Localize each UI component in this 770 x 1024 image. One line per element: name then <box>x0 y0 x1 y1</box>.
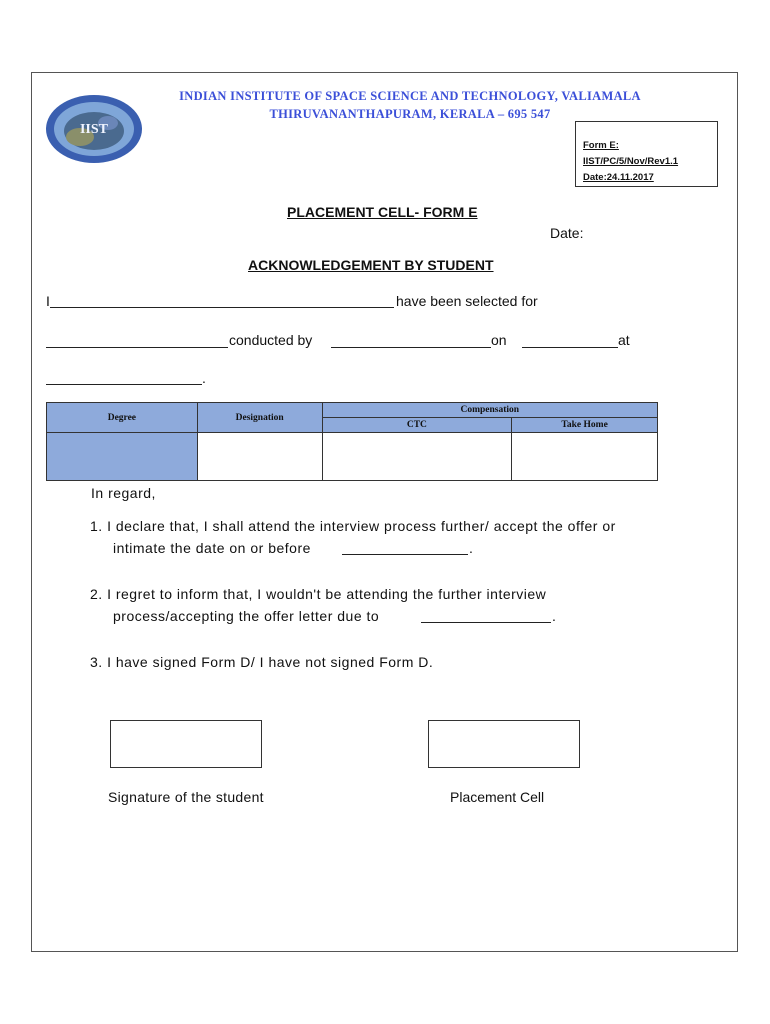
date-label: Date: <box>550 225 584 241</box>
in-regard-text: In regard, <box>91 485 156 501</box>
student-signature-box[interactable] <box>110 720 262 768</box>
form-info-box <box>575 121 718 187</box>
institute-name: INDIAN INSTITUTE OF SPACE SCIENCE AND TECHNOLOGY, VALIAMALA <box>179 89 641 103</box>
item-1-line-1: 1. I declare that, I shall attend the interview process further/ accept the offer or <box>90 518 616 534</box>
institute-address: THIRUVANANTHAPURAM, KERALA – 695 547 <box>269 107 551 121</box>
on-label: on <box>491 332 507 348</box>
position-field[interactable] <box>46 347 228 348</box>
student-signature-label: Signature of the student <box>108 789 264 805</box>
item-2-line-2: process/accepting the offer letter due to <box>113 608 380 624</box>
i-label: I <box>46 293 50 309</box>
company-field[interactable] <box>331 347 491 348</box>
placement-cell-label: Placement Cell <box>450 789 545 805</box>
form-code: IIST/PC/5/Nov/Rev1.1 <box>583 156 679 167</box>
designation-cell[interactable] <box>197 433 322 481</box>
item-2-line-1: 2. I regret to inform that, I wouldn't be attending the further interview <box>90 586 547 602</box>
location-field[interactable] <box>46 384 202 385</box>
placement-signature-box[interactable] <box>428 720 580 768</box>
take-home-header: Take Home <box>512 418 658 433</box>
degree-cell[interactable] <box>47 433 198 481</box>
item-3: 3. I have signed Form D/ I have not signed Form D. <box>90 654 434 670</box>
form-code-label: Form E: <box>583 140 619 151</box>
degree-header: Degree <box>47 403 198 433</box>
conducted-by-label: conducted by <box>229 332 313 348</box>
item-2-period: . <box>552 608 556 624</box>
date-field[interactable] <box>522 347 618 348</box>
form-title: PLACEMENT CELL- FORM E <box>287 204 478 220</box>
item-1-line-2: intimate the date on or before <box>113 540 311 556</box>
before-date-field[interactable] <box>342 554 468 555</box>
ctc-cell[interactable] <box>322 433 512 481</box>
designation-header: Designation <box>197 403 322 433</box>
form-date: Date:24.11.2017 <box>583 172 654 183</box>
selected-text: have been selected for <box>396 293 538 309</box>
logo-text: IIST <box>79 122 109 137</box>
compensation-header: Compensation <box>322 403 657 418</box>
take-home-cell[interactable] <box>512 433 658 481</box>
student-name-field[interactable] <box>50 307 394 308</box>
iist-logo <box>44 93 144 165</box>
at-label: at <box>618 332 630 348</box>
item-1-period: . <box>469 540 473 556</box>
period-mark: . <box>202 370 206 386</box>
reason-field[interactable] <box>421 622 551 623</box>
compensation-table <box>46 402 658 481</box>
form-subtitle: ACKNOWLEDGEMENT BY STUDENT <box>248 257 494 273</box>
ctc-header: CTC <box>322 418 512 433</box>
